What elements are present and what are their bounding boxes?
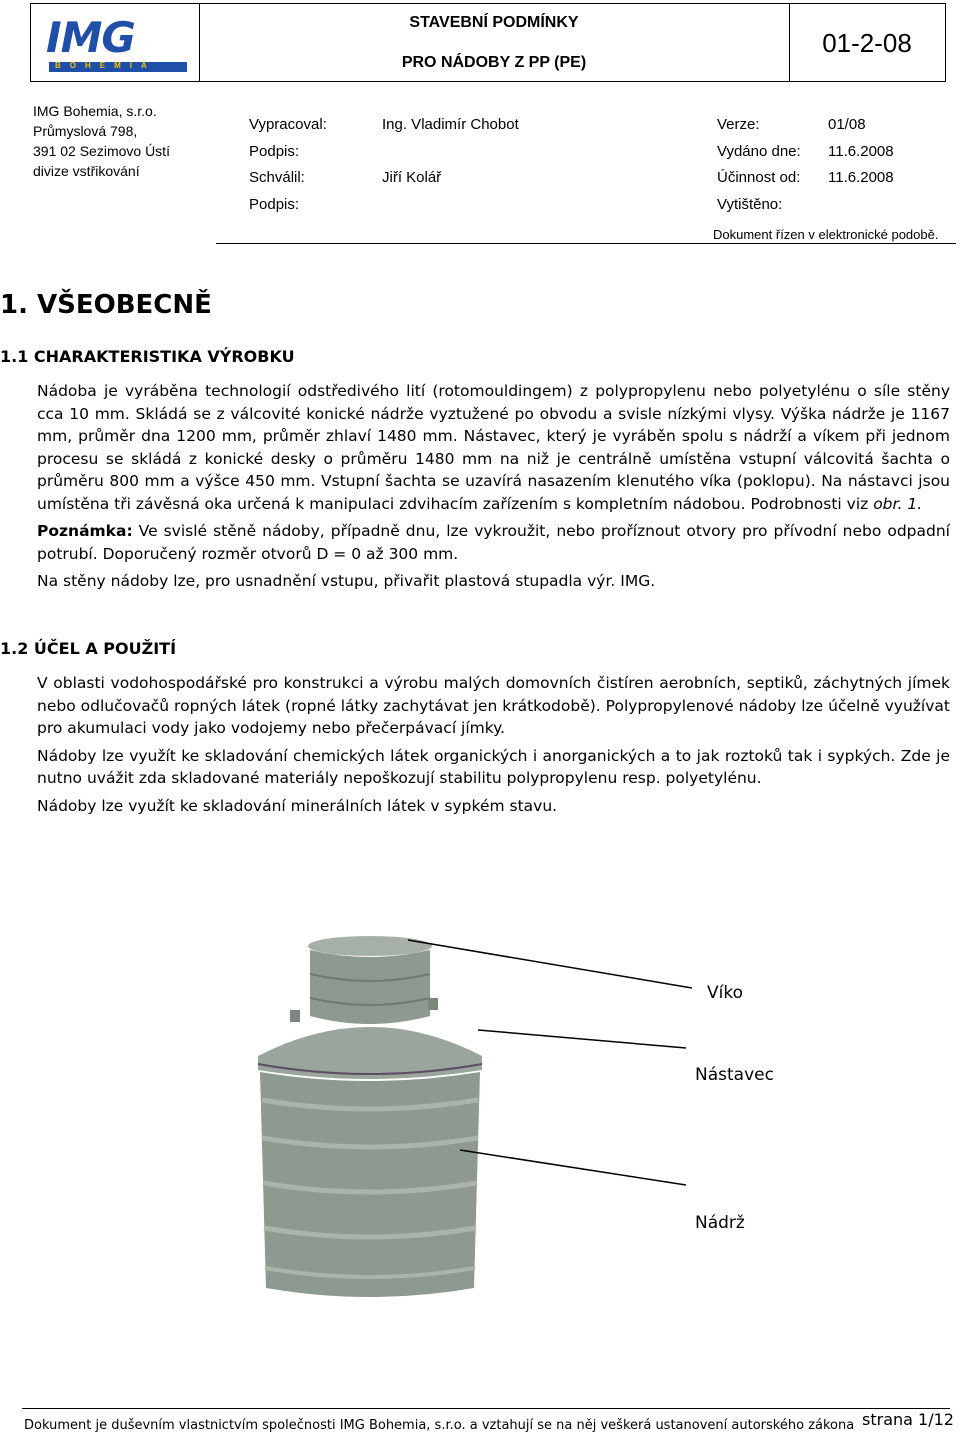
steps-paragraph: Na stěny nádoby lze, pro usnadnění vstupu, přivařit plastová stupadla výr. IMG. <box>37 572 656 590</box>
approved-label: Schválil: <box>249 169 305 186</box>
printed-label: Vytištěno: <box>717 195 783 213</box>
usage-paragraph-1: V oblasti vodohospodářské pro konstrukci a výrobu malých domovních čistíren aerobních, septiků, záchytných jímek nebo odlučovačů ropných látek (ropné látky zachytávat jen krátkodobě). Polypropylenové nádoby lze účelně využívat pro akumulaci vody jako vodojemy nebo přečerpávací jímky. <box>37 674 950 737</box>
prepared-label: Vypracoval: <box>249 116 327 133</box>
version-value: 01/08 <box>828 116 866 133</box>
approved-value: Jiří Kolář <box>382 169 442 186</box>
leader-lines <box>400 930 700 1230</box>
signature-label-2: Podpis: <box>249 195 300 213</box>
product-description: Nádoba je vyráběna technologií odstředivého lití (rotomouldingem) z polypropylenu nebo polyetylénu o síle stěny cca 10 mm. Skládá se z válcovité konické nádrže vyztužené po obvodu a svisle nízkými vlysy. Výška nádrže je 1167 mm, průměr dna 1200 mm, průměr zhlaví 1480 mm. Nástavec, který je vyráběn spolu s nádrží a víkem při jednom procesu se skládá z konické desky o průměru 1480 mm na niž je centrálně umístěna vstupní válcovitá šachta o průměru 800 mm a výšce 450 mm. Vstupní šachta se uzavírá nasazením klenutého víka (poklopu). Na nástavci jsou umístěna tři závěsná oka určená k manipulaci zdvihacím zařízením s kompletním nádobou. Podrobnosti viz obr. 1. <box>37 382 950 513</box>
signature-label-1: Podpis: <box>249 142 300 160</box>
subsection-1-1-heading: 1.1 CHARAKTERISTIKA VÝROBKU <box>0 347 295 366</box>
document-number: 01-2-08 <box>822 28 912 58</box>
label-extension: Nástavec <box>695 1065 774 1085</box>
usage-paragraph-2: Nádoby lze využít ke skladování chemických látek organických i anorganických a to jak roztoků tak i sypkých. Zde je nutno uvážit zda skladované materiály nepoškozují stabilitu polypropylenu resp. polyetylénu. <box>37 746 950 787</box>
title-cell <box>199 4 790 81</box>
subsection-1-2-body <box>37 672 950 817</box>
company-division: divize vstřikování <box>33 163 140 179</box>
document-title-line1: STAVEBNÍ PODMÍNKY <box>409 14 579 31</box>
subsection-1-1-body <box>37 380 950 593</box>
usage-paragraph-3: Nádoby lze využít ke skladování minerálních látek v sypkém stavu. <box>37 796 558 815</box>
effective-value: 11.6.2008 <box>828 169 894 186</box>
issued-label: Vydáno dne: <box>717 142 801 160</box>
header-divider <box>216 243 956 244</box>
subsection-1-2-heading: 1.2 ÚČEL A POUŽITÍ <box>0 639 177 658</box>
issued-value: 11.6.2008 <box>828 142 894 160</box>
section-heading: 1. VŠEOBECNĚ <box>0 290 212 320</box>
logo-subtext: BOHEMIA <box>55 61 156 70</box>
number-cell <box>789 4 945 81</box>
footer-divider <box>22 1408 950 1409</box>
version-values <box>828 112 894 192</box>
note-label: Poznámka: <box>37 522 133 540</box>
meta-labels <box>249 112 327 218</box>
company-street: Průmyslová 798, <box>33 123 138 139</box>
label-tank: Nádrž <box>695 1213 745 1233</box>
footer-copyright: Dokument je duševním vlastnictvím společnosti IMG Bohemia, s.r.o. a vztahují se na něj veškerá ustanovení autorského zákona <box>24 1418 855 1433</box>
note-paragraph: Poznámka: Ve svislé stěně nádoby, případně dnu, lze vykroužit, nebo proříznout otvory pro přívodní nebo odpadní potrubí. Doporučený rozměr otvorů D = 0 až 300 mm. <box>37 522 950 563</box>
prepared-value: Ing. Vladimír Chobot <box>382 116 519 133</box>
managed-note: Dokument řízen v elektronické podobě. <box>713 227 939 242</box>
logo-cell <box>31 4 200 81</box>
company-name: IMG Bohemia, s.r.o. <box>33 103 157 119</box>
meta-values <box>382 112 519 192</box>
effective-label: Účinnost od: <box>717 169 801 186</box>
label-lid: Víko <box>707 983 743 1003</box>
company-address <box>33 101 170 181</box>
version-labels <box>717 112 801 218</box>
figure-reference: obr. 1. <box>873 494 923 513</box>
version-label: Verze: <box>717 116 760 133</box>
page-number: strana 1/12 <box>862 1410 954 1429</box>
document-header <box>30 3 946 82</box>
document-title-line2: PRO NÁDOBY Z PP (PE) <box>401 54 587 71</box>
company-logo: IMG <box>46 13 135 62</box>
company-city: 391 02 Sezimovo Ústí <box>33 143 170 159</box>
